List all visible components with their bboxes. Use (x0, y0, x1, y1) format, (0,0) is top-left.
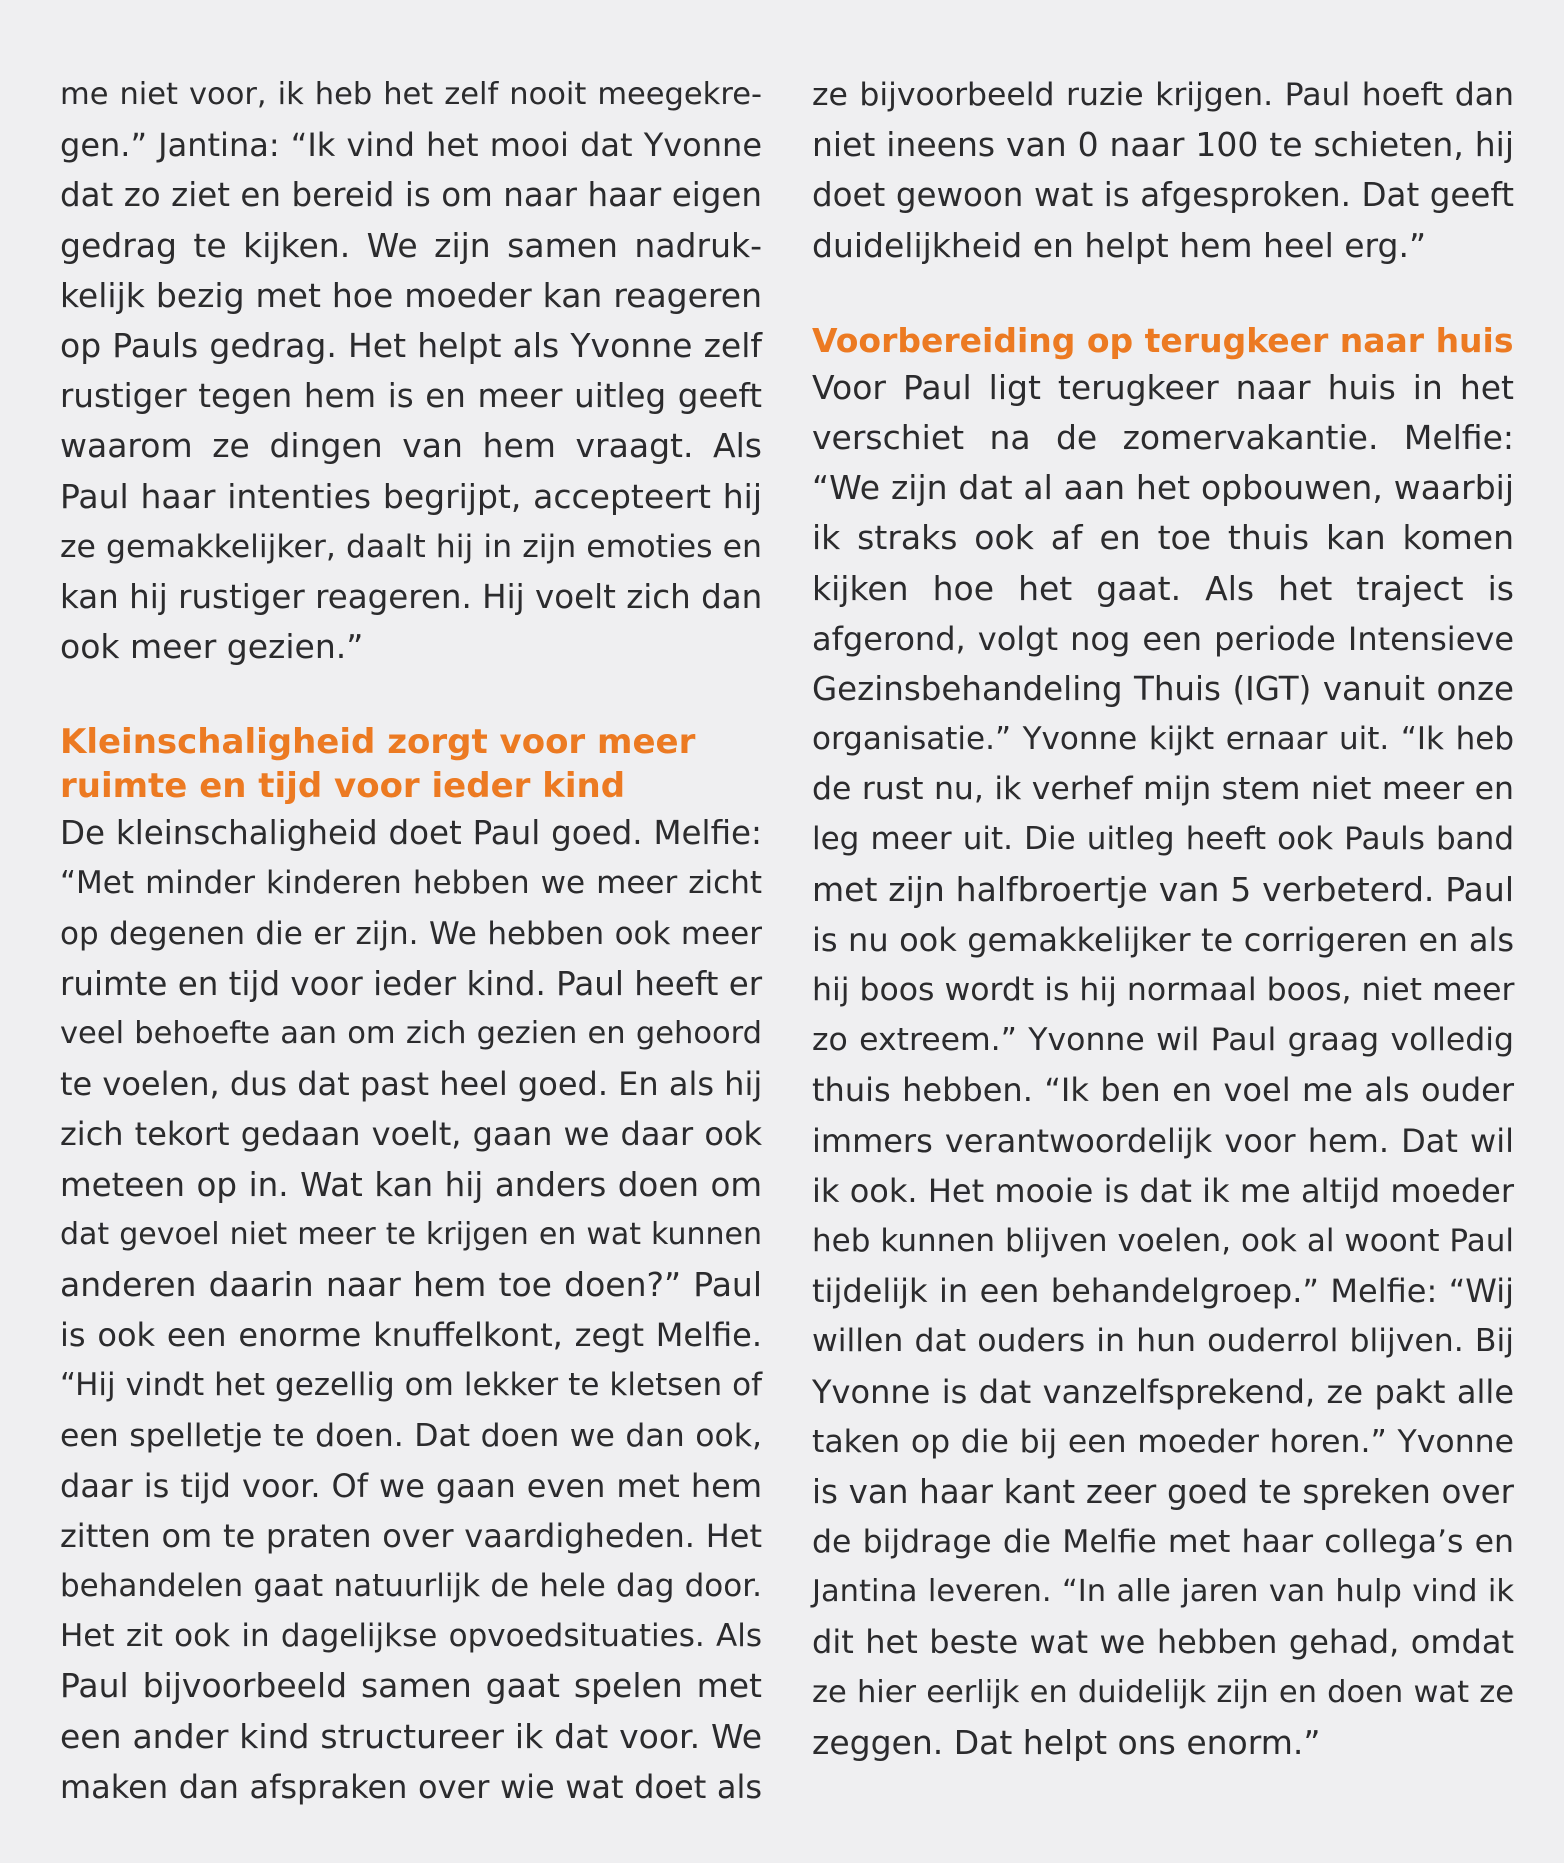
left-intro-paragraph (60, 70, 762, 672)
text-line: met zijn halfbroertje van 5 verbeterd. Paul (812, 869, 1514, 909)
text-line: Jantina leveren. “In alle jaren van hulp vind ik (812, 1574, 1514, 1610)
text-line: te voelen, dus dat past heel goed. En als hij (60, 1065, 763, 1104)
text-line: kan hij rustiger reageren. Hij voelt zich dan (60, 577, 763, 616)
text-line: kelijk bezig met hoe moeder kan reageren (60, 275, 762, 315)
left-column (60, 70, 762, 1812)
text-line: is nu ook gemakkelijker te corrigeren en als (812, 920, 1514, 959)
text-line: waarom ze dingen van hem vraagt. Als (60, 426, 762, 466)
text-line: de rust nu, ik verhef mijn stem niet meer en (812, 771, 1514, 808)
text-line: ik ook. Het mooie is dat ik me altijd moeder (812, 1171, 1514, 1210)
text-line: hij boos wordt is hij normaal boos, niet meer (812, 972, 1515, 1008)
heading-line: Kleinschaligheid zorgt voor meer (60, 722, 696, 763)
right-body-paragraph (812, 363, 1514, 1768)
text-line: ze gemakkelijker, daalt hij in zijn emoties en (60, 528, 762, 565)
text-line: Het zit ook in dagelijkse opvoedsituaties. Als (60, 1618, 762, 1655)
text-line: thuis hebben. “Ik ben en voel me als ouder (812, 1071, 1514, 1110)
left-body-paragraph (60, 808, 762, 1812)
text-line: ze hier eerlijk en duidelijk zijn en doen wat ze (812, 1674, 1514, 1710)
text-line: doet gewoon wat is afgesproken. Dat geeft (812, 176, 1514, 215)
text-line: zitten om te praten over vaardigheden. Het (60, 1516, 762, 1555)
text-line: gedrag te kijken. We zijn samen nadruk- (60, 225, 762, 265)
text-line: immers verantwoordelijk voor hem. Dat wil (812, 1121, 1514, 1160)
text-line: veel behoefte aan om zich gezien en gehoord (60, 1016, 762, 1051)
text-line: “Hij vindt het gezellig om lekker te kletsen of (60, 1367, 762, 1404)
right-column (812, 70, 1514, 1768)
text-line: op Pauls gedrag. Het helpt als Yvonne zelf (60, 325, 762, 365)
text-line: duidelijkheid en helpt hem heel erg.” (812, 225, 1427, 265)
text-line: “We zijn dat al aan het opbouwen, waarbij (812, 468, 1514, 508)
text-line: afgerond, volgt nog een periode Intensieve (812, 619, 1514, 658)
right-intro-paragraph (812, 70, 1514, 271)
text-line: rustiger tegen hem is en meer uitleg geeft (60, 377, 762, 416)
heading-line: Voorbereiding op terugkeer naar huis (812, 320, 1514, 360)
text-line: zo extreem.” Yvonne wil Paul graag volledig (812, 1022, 1514, 1059)
text-line: Voor Paul ligt terugkeer naar huis in het (812, 367, 1514, 407)
text-line: anderen daarin naar hem toe doen?” Paul (60, 1264, 762, 1304)
text-line: heb kunnen blijven voelen, ook al woont Paul (812, 1222, 1514, 1259)
text-line: taken op die bij een moeder horen.” Yvonne (812, 1423, 1514, 1460)
text-line: de bijdrage die Melfie met haar collega’s en (812, 1524, 1514, 1561)
text-line: Paul bijvoorbeeld samen gaat spelen met (60, 1666, 762, 1706)
heading-line: ruimte en tijd voor ieder kind (60, 766, 626, 807)
text-line: leg meer uit. Die uitleg heeft ook Pauls band (812, 821, 1514, 858)
text-line: “Met minder kinderen hebben we meer zicht (60, 865, 762, 902)
text-line: dit het beste wat we hebben gehad, omdat (812, 1623, 1514, 1662)
text-line: me niet voor, ik heb het zelf nooit meegekre- (60, 77, 762, 112)
text-line: kijken hoe het gaat. Als het traject is (812, 568, 1514, 608)
text-line: zich tekort gedaan voelt, gaan we daar ook (60, 1115, 762, 1154)
text-line: is ook een enorme knuffelkont, zegt Melfie. (60, 1316, 762, 1355)
text-line: meteen op in. Wat kan hij anders doen om (60, 1165, 762, 1204)
text-line: ik straks ook af en toe thuis kan komen (812, 518, 1514, 558)
text-line: dat zo ziet en bereid is om naar haar eigen (60, 176, 762, 215)
right-section-heading (812, 319, 1514, 363)
text-line: tijdelijk in een behandelgroep.” Melfie: “Wij (812, 1272, 1514, 1311)
text-line: behandelen gaat natuurlijk de hele dag door. (60, 1568, 762, 1605)
paragraph-gap (812, 271, 1514, 319)
left-section-heading (60, 720, 762, 808)
text-line: op degenen die er zijn. We hebben ook meer (60, 915, 762, 952)
text-line: Gezinsbehandeling Thuis (IGT) vanuit onze (812, 669, 1514, 708)
text-line: gen.” Jantina: “Ik vind het mooi dat Yvonne (60, 126, 762, 165)
text-line: De kleinschaligheid doet Paul goed. Melfie: (60, 814, 762, 853)
text-line: ook meer gezien.” (60, 627, 364, 667)
text-line: een spelletje te doen. Dat doen we dan ook, (60, 1417, 762, 1454)
text-line: ruimte en tijd voor ieder kind. Paul heeft er (60, 964, 763, 1003)
text-line: organisatie.” Yvonne kijkt ernaar uit. “Ik heb (812, 721, 1514, 758)
text-line: willen dat ouders in hun ouderrol blijven. Bij (812, 1323, 1514, 1360)
text-line: niet ineens van 0 naar 100 te schieten, hij (812, 125, 1514, 165)
text-line: maken dan afspraken over wie wat doet als (60, 1767, 762, 1806)
text-line: verschiet na de zomervakantie. Melfie: (812, 417, 1514, 457)
text-line: is van haar kant zeer goed te spreken over (812, 1472, 1514, 1511)
text-line: een ander kind structureer ik dat voor. We (60, 1716, 762, 1756)
text-line: daar is tijd voor. Of we gaan even met hem (60, 1466, 762, 1505)
text-line: Yvonne is dat vanzelfsprekend, ze pakt alle (812, 1372, 1514, 1411)
text-line: zeggen. Dat helpt ons enorm.” (812, 1722, 1321, 1762)
text-line: dat gevoel niet meer te krijgen en wat kunnen (60, 1216, 762, 1252)
paragraph-gap (60, 672, 762, 720)
text-line: ze bijvoorbeeld ruzie krijgen. Paul hoeft dan (812, 77, 1514, 113)
text-line: Paul haar intenties begrijpt, accepteert hij (60, 476, 762, 516)
